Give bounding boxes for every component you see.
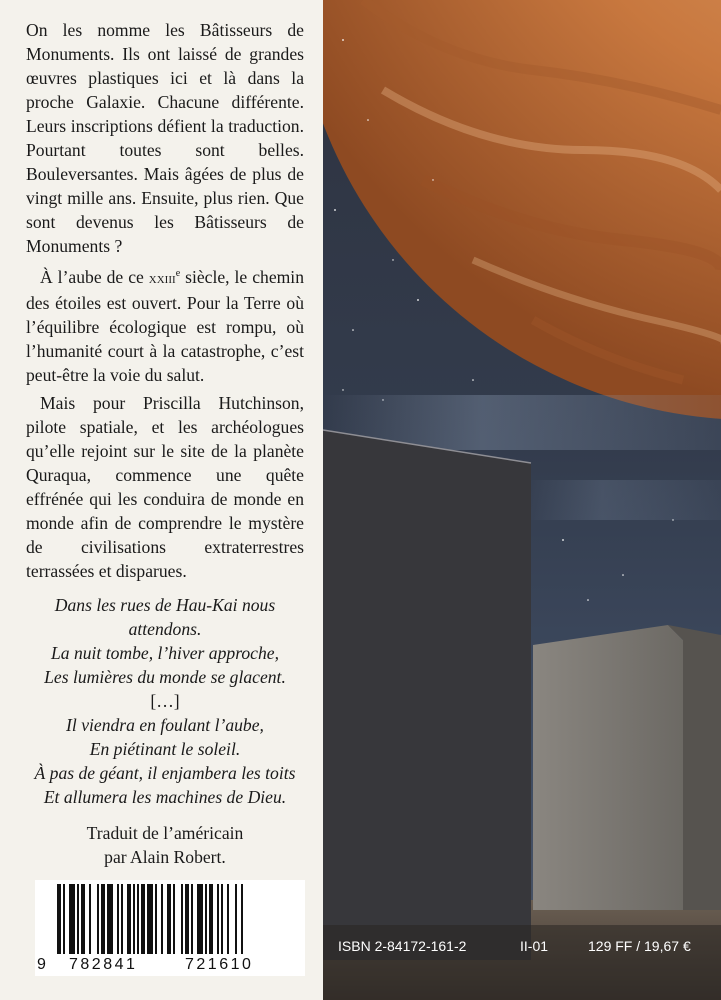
barcode-digits <box>35 956 305 976</box>
isbn-label: ISBN 2-84172-161-2 <box>338 938 467 954</box>
poem-line: Il viendra en foulant l’aube, <box>66 714 264 735</box>
barcode-bar <box>77 884 79 954</box>
barcode-bar <box>205 884 207 954</box>
translation-credit-line-2: par Alain Robert. <box>104 846 226 867</box>
barcode-bar <box>241 884 243 954</box>
barcode-bar <box>141 884 145 954</box>
barcode-first-digit: 9 <box>37 956 49 973</box>
translation-credit <box>26 821 304 869</box>
poem-line: Dans les rues de Hau-Kai nous attendons. <box>54 594 276 639</box>
barcode-bar <box>89 884 91 954</box>
barcode-bar <box>197 884 203 954</box>
blurb-paragraph-1: On les nomme les Bâtisseurs de Monuments. Ils ont laissé de grandes œuvres plastiques ici et là dans la proche Galaxie. Chacune différente. Leurs inscriptions défient la traduction. Pourtant toutes sont belles. Bouleversantes. Mais âgées de plus de vingt mille ans. Ensuite, plus rien. Que sont devenus les Bâtisseurs de Monuments ? <box>26 20 304 256</box>
barcode-bar <box>69 884 75 954</box>
barcode-bar <box>137 884 139 954</box>
barcode-bar <box>209 884 213 954</box>
barcode-bar <box>117 884 119 954</box>
price-label: 129 FF / 19,67 € <box>588 938 691 954</box>
blurb-text <box>26 18 304 869</box>
poem-line: Et allumera les machines de Dieu. <box>43 786 287 807</box>
blurb-paragraph-2-end: siècle, le chemin des étoiles est ouvert. Pour la Terre où l’équilibre écologique est rompu, où l’humanité court à la catastrophe, c’est peut-être la voie du salut. <box>26 266 304 385</box>
barcode-bar <box>97 884 99 954</box>
barcode-bar <box>81 884 85 954</box>
barcode-bar <box>161 884 163 954</box>
space-scene <box>323 0 721 1000</box>
barcode-left-group: 782841 <box>69 956 138 973</box>
footer-shade <box>323 925 721 1000</box>
barcode-bar <box>181 884 183 954</box>
translation-credit-line-1: Traduit de l’américain <box>86 822 244 843</box>
barcode-bar <box>155 884 157 954</box>
barcode-bar <box>235 884 237 954</box>
barcode-bar <box>185 884 189 954</box>
poem-line: Les lumières du monde se glacent. <box>44 666 286 687</box>
barcode-bar <box>101 884 105 954</box>
barcode-bar <box>227 884 229 954</box>
nebula-haze-lower <box>523 480 721 520</box>
century-numeral: xxiii <box>148 270 176 287</box>
century-superscript: e <box>175 268 181 279</box>
barcode-bar <box>173 884 175 954</box>
barcode-bar <box>121 884 123 954</box>
poem-epigraph <box>26 593 304 809</box>
blurb-paragraph-3: Mais pour Priscilla Hutchinson, pilote spatiale, et les archéologues qu’elle rejoint sur le site de la planète Quraqua, commence une quête effrénée qui les conduira de monde en monde afin de comprendre le mystère de civilisations extraterrestres terrassées et disparues. <box>26 392 304 581</box>
barcode-bar <box>63 884 65 954</box>
blurb-paragraph-2 <box>26 262 304 387</box>
barcode-right-group: 721610 <box>185 956 254 973</box>
poem-line: À pas de géant, il enjambera les toits <box>34 762 296 783</box>
barcode-bar <box>221 884 223 954</box>
barcode-bar <box>127 884 131 954</box>
barcode-bar <box>107 884 113 954</box>
blurb-paragraph-2-start: À l’aube de ce <box>40 266 149 287</box>
stone-block <box>533 625 683 910</box>
barcode-bar <box>133 884 135 954</box>
barcode-bar <box>217 884 219 954</box>
ean-barcode <box>35 880 305 976</box>
barcode-bar <box>57 884 61 954</box>
blurb-column <box>0 0 323 1000</box>
print-code: II-01 <box>520 938 549 954</box>
barcode-bar <box>147 884 153 954</box>
dark-monolith <box>323 430 531 960</box>
cover-illustration <box>323 0 721 1000</box>
barcode-bar <box>167 884 171 954</box>
barcode-bar <box>191 884 193 954</box>
poem-line: La nuit tombe, l’hiver approche, <box>50 642 280 663</box>
barcode-bars <box>35 880 305 960</box>
poem-line: […] <box>150 690 180 711</box>
poem-line: En piétinant le soleil. <box>89 738 241 759</box>
